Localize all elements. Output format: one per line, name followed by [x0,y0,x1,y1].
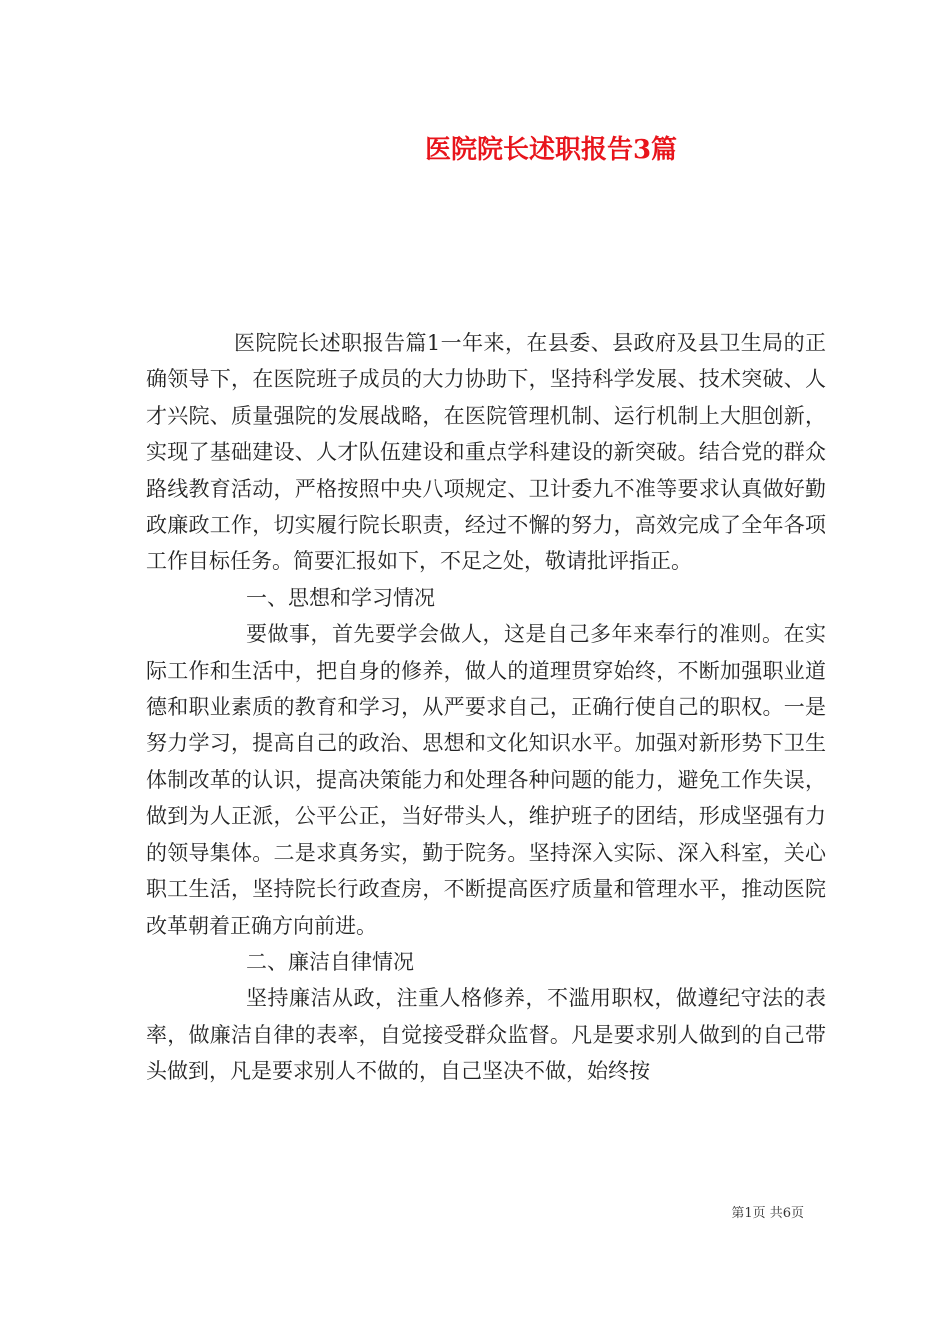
section-heading-integrity: 二、廉洁自律情况 [246,949,414,974]
page-title: 医院院长述职报告3篇 [424,135,678,165]
paragraph-integrity: 坚持廉洁从政，注重人格修养，不滥用职权，做遵纪守法的表率，做廉洁自律的表率，自觉接受群众监督。凡是要求别人做到的自己带头做到，凡是要求别人不做的，自己坚决不做，始终按 [146,986,826,1084]
document-body [146,325,826,1090]
paragraph-thought-study: 要做事，首先要学会做人，这是自己多年来奉行的准则。在实际工作和生活中，把自身的修养，做人的道理贯穿始终，不断加强职业道德和职业素质的教育和学习，从严要求自己，正确行使自己的职权。一是努力学习，提高自己的政治、思想和文化知识水平。加强对新形势下卫生体制改革的认识，提高决策能力和处理各种问题的能力，避免工作失误，做到为人正派，公平公正，当好带头人，维护班子的团结，形成坚强有力的领导集体。二是求真务实，勤于院务。坚持深入实际、深入科室，关心职工生活，坚持院长行政查房，不断提高医疗质量和管理水平，推动医院改革朝着正确方向前进。 [146,622,826,938]
section-heading-thought-study: 一、思想和学习情况 [246,585,435,610]
page-footer: 第1页 共6页 [731,1206,804,1221]
paragraph-intro: 医院院长述职报告篇1一年来，在县委、县政府及县卫生局的正确领导下，在医院班子成员的大力协助下，坚持科学发展、技术突破、人才兴院、质量强院的发展战略，在医院管理机制、运行机制上大胆创新，实现了基础建设、人才队伍建设和重点学科建设的新突破。结合党的群众路线教育活动，严格按照中央八项规定、卫计委九不准等要求认真做好勤政廉政工作，切实履行院长职责，经过不懈的努力，高效完成了全年各项工作目标任务。简要汇报如下，不足之处，敬请批评指正。 [146,331,826,574]
